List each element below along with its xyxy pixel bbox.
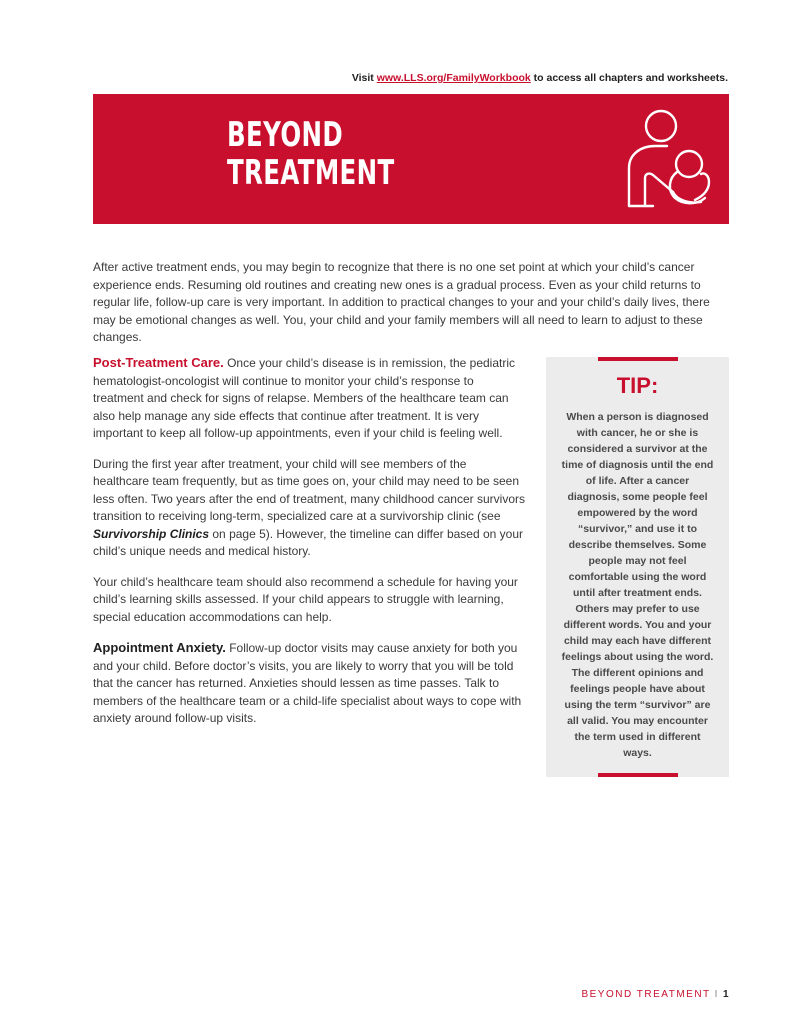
first-year-text-before: During the first year after treatment, your child will see members of the healthcare team frequently, but as time goes on, your child may need to be seen less often. Two years after the end of treatment, many childhood cancer survivors transition to receiving long-term, specialized care at a survivorship clinic (see	[93, 456, 525, 523]
chapter-title-line-1: BEYOND	[227, 115, 344, 155]
appointment-anxiety-text: Follow-up doctor visits may cause anxiety for both you and your child. Before doctor’s visits, you are likely to worry that you will be told that the cancer has returned. Anxieties should lessen as time passes. Talk to members of the healthcare team or a child-life specialist about ways to cope with anxiety around follow-up visits.	[93, 641, 522, 725]
chapter-banner	[93, 94, 729, 224]
main-content	[93, 354, 525, 741]
learning-paragraph: Your child’s healthcare team should also recommend a schedule for having your child’s learning skills assessed. If your child appears to struggle with learning, special education accommodations can help.	[93, 574, 518, 624]
first-year-paragraph	[93, 456, 525, 561]
page-footer	[581, 989, 730, 1000]
note-prefix: Visit	[351, 72, 377, 84]
tip-top-accent	[598, 357, 678, 361]
tip-bottom-accent	[598, 773, 678, 777]
tip-callout	[546, 357, 729, 777]
chapter-title-line-2: TREATMENT	[227, 153, 395, 193]
first-year-text-after: on page 5). However, the timeline can differ based on your child’s unique needs and medical history.	[93, 526, 524, 558]
appointment-anxiety-heading: Appointment Anxiety.	[93, 640, 226, 655]
tip-title: TIP:	[616, 373, 659, 398]
footer-label: BEYOND TREATMENT	[581, 989, 711, 1000]
family-workbook-link[interactable]: www.LLS.org/FamilyWorkbook	[376, 72, 531, 84]
post-treatment-heading: Post-Treatment Care.	[93, 355, 224, 370]
appointment-anxiety-paragraph	[93, 639, 525, 728]
parent-holding-child-icon	[623, 106, 723, 210]
post-treatment-text: Once your child’s disease is in remission, the pediatric hematologist-oncologist will continue to monitor your child’s response to treatment and check for signs of relapse. Members of the healthcare team can also help manage any side effects that continue after treatment. It is very important to keep all follow-up appointments, even if your child is feeling well.	[93, 356, 516, 440]
footer-separator: I	[714, 989, 719, 1000]
workbook-link-note	[352, 72, 728, 84]
tip-text: When a person is diagnosed with cancer, he or she is considered a survivor at the time of diagnosis until the end of life. After a cancer diagnosis, some people feel empowered by the word “survivor,” and use it to describe themselves. Some people may not feel comfortable using the word until after treatment ends. Others may prefer to use different words. You and your child may each have different feelings about using the word. The different opinions and feelings people have about using the term “survivor” are all valid. You may encounter the term used in different ways.	[561, 411, 714, 759]
page-number: 1	[722, 989, 730, 1000]
chapter-title	[227, 116, 395, 192]
note-suffix: to access all chapters and worksheets.	[530, 72, 728, 84]
intro-paragraph: After active treatment ends, you may begin to recognize that there is no one set point at which your child’s cancer experience ends. Resuming old routines and creating new ones is a gradual process. Even as your child returns to regular life, follow-up care is very important. In addition to practical changes to your and your child’s daily lives, there may be emotional changes as well. You, your child and your family members will all need to learn to adjust to these changes.	[93, 260, 710, 344]
post-treatment-paragraph	[93, 354, 525, 443]
survivorship-clinics-reference: Survivorship Clinics	[93, 526, 210, 541]
